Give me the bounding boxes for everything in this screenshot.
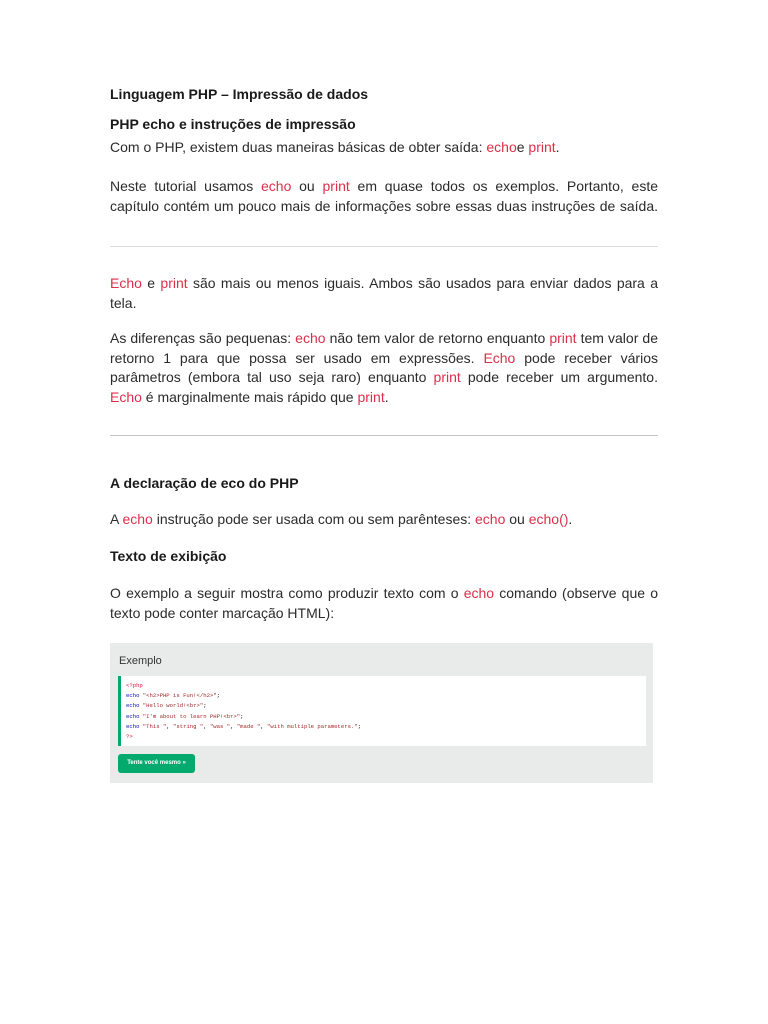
code-string: "was " bbox=[209, 722, 231, 730]
code-string: "<h2>PHP is Fun!</h2>" bbox=[142, 692, 217, 700]
code-string: "I'm about to learn PHP!<br>" bbox=[142, 712, 241, 720]
code-keyword-echo: echo bbox=[126, 722, 140, 730]
text-run: é marginalmente mais rápido que bbox=[141, 388, 358, 405]
text-run: As diferenças são pequenas: bbox=[110, 330, 296, 346]
code-line bbox=[126, 701, 646, 711]
text-run: são mais ou menos iguais. Ambos são usados para enviar dados para a tela. bbox=[110, 275, 658, 311]
keyword-echo: echo bbox=[486, 139, 517, 155]
keyword-echo: echo bbox=[261, 178, 292, 194]
text-run: ou bbox=[505, 511, 529, 527]
code-semicolon: ; bbox=[216, 692, 221, 700]
code-string: "made " bbox=[236, 722, 261, 730]
code-semicolon: ; bbox=[240, 712, 244, 720]
section-heading-display-text: Texto de exibição bbox=[110, 548, 227, 564]
text-run: pode receber um argumento. bbox=[460, 369, 658, 385]
text-run: Com o PHP, existem duas maneiras básicas de obter saída: bbox=[110, 139, 487, 155]
text-run: e bbox=[516, 139, 529, 155]
divider bbox=[110, 246, 658, 247]
example-box bbox=[110, 643, 653, 783]
text-run: . bbox=[384, 388, 389, 405]
keyword-print: print bbox=[528, 139, 556, 155]
php-open-tag: <?php bbox=[126, 682, 143, 689]
code-semicolon: ; bbox=[203, 702, 207, 710]
keyword-echo: Echo bbox=[110, 388, 142, 405]
keyword-echo: Echo bbox=[110, 275, 142, 291]
code-separator: , bbox=[166, 722, 174, 730]
keyword-echo: Echo bbox=[483, 349, 516, 366]
keyword-echo: echo bbox=[463, 585, 495, 601]
keyword-echo-parens: echo() bbox=[528, 511, 569, 527]
code-line bbox=[126, 712, 646, 722]
section-divider bbox=[110, 435, 658, 436]
text-run: Neste tutorial usamos bbox=[110, 178, 261, 194]
keyword-print: print bbox=[549, 330, 577, 346]
text-run: O exemplo a seguir mostra como produzir texto com o bbox=[110, 585, 464, 601]
code-string: "string " bbox=[173, 722, 204, 730]
text-run: tem valor de retorno 1 para que possa ser usado em expressões. bbox=[110, 330, 658, 366]
paragraph-echo-parentheses bbox=[110, 510, 658, 530]
text-run: ou bbox=[291, 178, 323, 194]
code-separator: , bbox=[203, 722, 210, 730]
code-line bbox=[126, 681, 646, 691]
try-it-yourself-button[interactable]: Tente você mesmo » bbox=[118, 754, 195, 773]
text-run: não tem valor de retorno enquanto bbox=[325, 330, 550, 346]
text-run: pode receber vários parâmetros (embora tal uso seja raro) enquanto bbox=[110, 349, 658, 385]
code-string: "This " bbox=[142, 722, 167, 730]
code-separator: , bbox=[230, 722, 237, 730]
code-line bbox=[126, 691, 646, 701]
code-string: "with multiple parameters." bbox=[267, 722, 358, 730]
text-run: e bbox=[141, 275, 161, 291]
code-string: "Hello world!<br>" bbox=[142, 702, 204, 710]
paragraph-tutorial-usage bbox=[110, 177, 658, 216]
keyword-echo: echo bbox=[475, 511, 506, 527]
paragraph-output-ways bbox=[110, 138, 658, 158]
code-semicolon: ; bbox=[357, 722, 362, 730]
code-keyword-echo: echo bbox=[126, 712, 140, 720]
keyword-echo: echo bbox=[295, 330, 326, 346]
section-heading-echo-declaration: A declaração de eco do PHP bbox=[110, 475, 299, 491]
document-subtitle: PHP echo e instruções de impressão bbox=[110, 116, 356, 132]
php-close-tag: ?> bbox=[126, 733, 133, 741]
code-line bbox=[126, 732, 646, 742]
code-separator: , bbox=[260, 722, 268, 730]
paragraph-example-intro bbox=[110, 584, 658, 623]
code-keyword-echo: echo bbox=[126, 692, 140, 700]
text-run: . bbox=[555, 139, 560, 155]
paragraph-echo-print-similar bbox=[110, 274, 658, 313]
text-run: comando (observe que o texto pode conter marcação HTML): bbox=[110, 585, 659, 621]
text-run: instrução pode ser usada com ou sem parênteses: bbox=[152, 511, 476, 527]
text-run: em quase todos os exemplos. Portanto, este capítulo contém um pouco mais de informações sobre essas duas instruções de saída. bbox=[110, 178, 658, 214]
keyword-echo: echo bbox=[122, 511, 153, 527]
text-run: A bbox=[110, 511, 123, 527]
code-keyword-echo: echo bbox=[126, 702, 140, 710]
example-label: Exemplo bbox=[119, 655, 162, 667]
paragraph-differences bbox=[110, 329, 658, 407]
document-title: Linguagem PHP – Impressão de dados bbox=[110, 86, 369, 102]
text-run: . bbox=[568, 511, 573, 527]
keyword-print: print bbox=[433, 369, 461, 385]
keyword-print: print bbox=[160, 275, 188, 291]
code-line bbox=[126, 722, 646, 732]
keyword-print: print bbox=[322, 178, 350, 194]
code-panel bbox=[118, 676, 646, 746]
keyword-print: print bbox=[357, 388, 385, 405]
